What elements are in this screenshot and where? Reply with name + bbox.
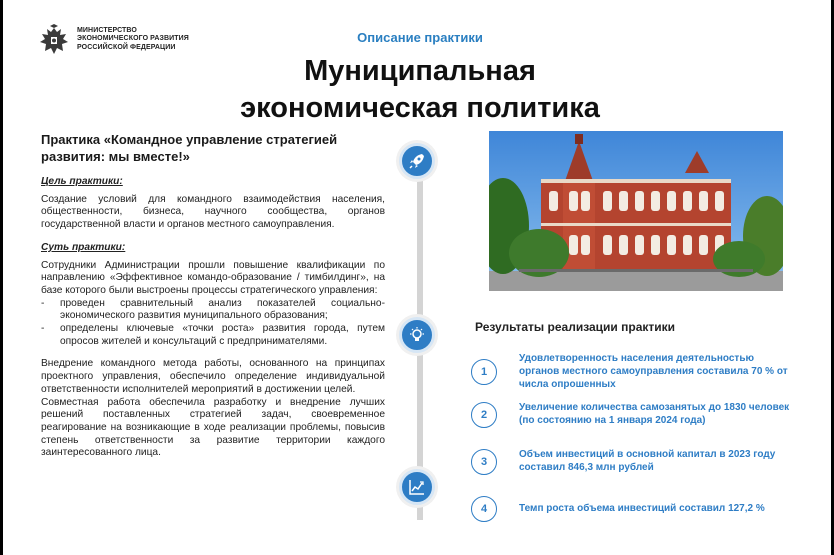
lightbulb-icon (399, 317, 435, 353)
result-number: 4 (471, 496, 497, 522)
slide (3, 0, 831, 555)
result-text: Увеличение количества самозанятых до 1830 человек (по состоянию на 1 января 2024 года) (519, 402, 790, 426)
result-text: Объем инвестиций в основной капитал в 2023 году составил 846,3 млн рублей (519, 449, 776, 473)
essence-text: Сотрудники Администрации прошли повышение квалификации по направлению «Эффективное командо-образование / тимбилдинг», на базе которого были выстроены процессы стратегического управления: (41, 259, 385, 296)
chart-growth-icon (399, 469, 435, 505)
building-photo (489, 131, 783, 291)
practice-description (41, 176, 385, 460)
results-title: Результаты реализации практики (475, 320, 676, 334)
paragraph: Внедрение командного метода работы, основанного на принципах проектного управления, обеспечило определение индивидуальной ответственности исполнителей мероприятий в достижении целей. (41, 358, 385, 395)
goal-text: Создание условий для командного взаимодействия населения, общественности, бизнеса, научного сообщества, органов государственной власти и органов местного самоуправления. (41, 193, 385, 231)
result-item (471, 353, 791, 391)
result-number: 3 (471, 449, 497, 475)
list-item: - определены ключевые «точки роста» развития города, путем опросов жителей и консультаций с предпринимателями. (41, 323, 385, 347)
result-number: 1 (471, 359, 497, 385)
result-text: Удовлетворенность населения деятельностью органов местного самоуправления составила 70 % от числа опрошенных (519, 353, 788, 390)
section-subtitle: Описание практики (357, 30, 483, 45)
paragraph: Совместная работа обеспечила разработку и внедрение лучших решений поставленных стратегией задач, своевременное реагирование на возникающие в ходе реализации проблемы, повысив степень ответственности за развитие территории каждого заинтересованного лица. (41, 396, 385, 459)
result-item (471, 402, 791, 428)
ministry-name: МИНИСТЕРСТВО ЭКОНОМИЧЕСКОГО РАЗВИТИЯ РОССИЙСКОЙ ФЕДЕРАЦИИ (77, 27, 189, 51)
list-item: - проведен сравнительный анализ показателей социально-экономического развития муниципального образования; (41, 297, 385, 322)
result-item (471, 449, 791, 475)
essence-heading: Суть практики: (41, 241, 126, 253)
result-number: 2 (471, 402, 497, 428)
goal-heading: Цель практики: (41, 176, 123, 187)
page-title: Муниципальная экономическая политика (240, 55, 600, 124)
result-item (471, 496, 791, 522)
rocket-icon (399, 143, 435, 179)
result-text: Темп роста объема инвестиций составил 127,2 % (519, 502, 765, 514)
practice-name: Практика «Командное управление стратегией развития: мы вместе!» (41, 132, 338, 164)
